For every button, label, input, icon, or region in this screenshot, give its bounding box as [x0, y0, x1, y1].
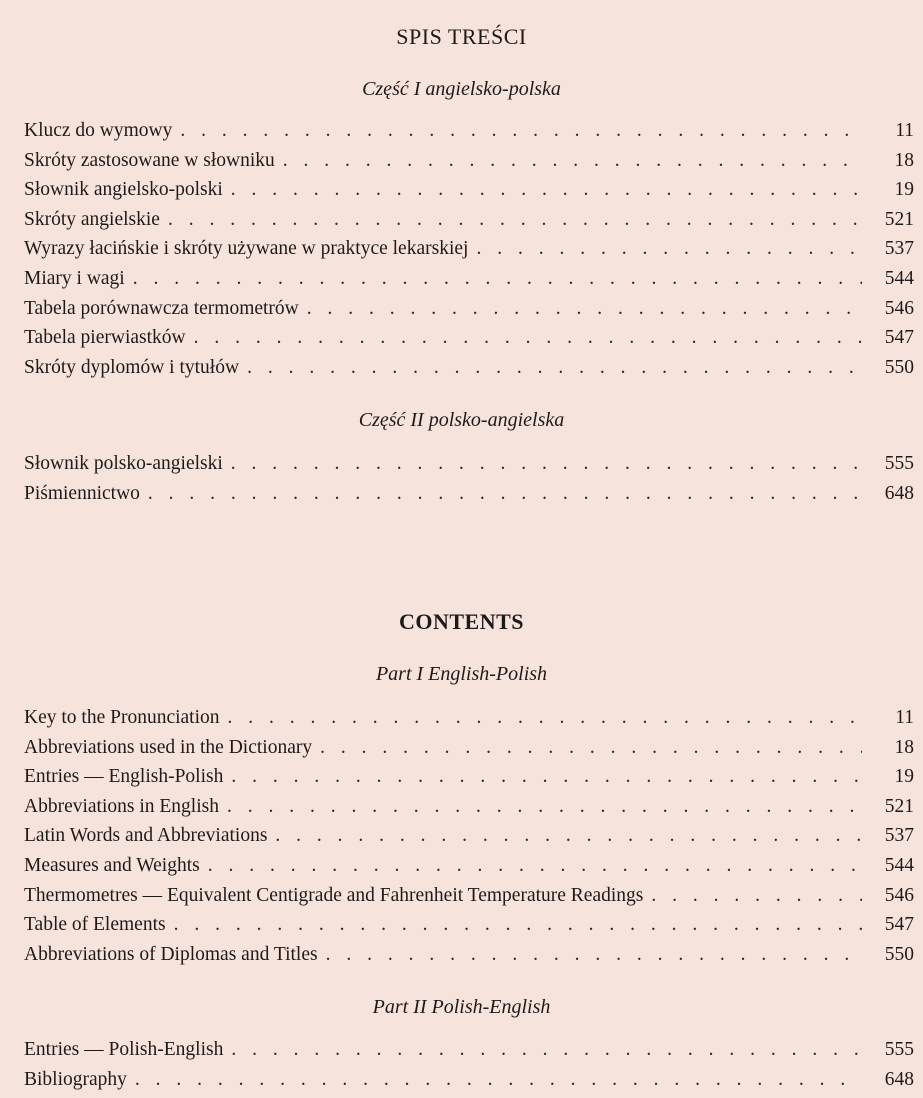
- toc-entry-title: Latin Words and Abbreviations: [24, 825, 268, 847]
- leader-dots: [320, 733, 862, 763]
- toc-entry-title: Skróty angielskie: [24, 208, 160, 230]
- toc-entry-page: 547: [884, 327, 914, 349]
- leader-dots: [148, 479, 862, 509]
- toc-entry-page: 19: [894, 179, 914, 201]
- leader-dots: [231, 1035, 862, 1065]
- toc-entry[interactable]: [24, 940, 914, 970]
- toc-entry-page: 544: [884, 267, 914, 289]
- toc-entry[interactable]: [24, 1035, 914, 1065]
- toc-entry[interactable]: [24, 703, 914, 733]
- toc-entry-title: Skróty zastosowane w słowniku: [24, 149, 275, 171]
- toc-entry-title: Abbreviations used in the Dictionary: [24, 736, 313, 758]
- leader-dots: [168, 205, 862, 235]
- toc-entry[interactable]: [24, 116, 914, 146]
- leader-dots: [231, 449, 862, 479]
- toc-entry-title: Entries — English-Polish: [24, 766, 224, 788]
- toc-entry-title: Table of Elements: [24, 914, 166, 936]
- toc-entry-page: 18: [894, 149, 914, 171]
- toc-entry-page: 555: [884, 1039, 914, 1060]
- english-contents-heading: CONTENTS: [398, 609, 525, 634]
- polish-part2-title: Część II polsko-angielska: [358, 409, 565, 431]
- polish-part1-title: Część I angielsko-polska: [362, 78, 561, 100]
- toc-entry-page: 11: [895, 707, 914, 728]
- leader-dots: [133, 264, 862, 294]
- leader-dots: [180, 116, 862, 146]
- polish-contents-heading: SPIS TREŚCI: [396, 24, 527, 49]
- toc-entry[interactable]: [24, 234, 914, 264]
- toc-entry-page: 546: [884, 297, 914, 319]
- english-part2-title: Part II Polish-English: [372, 996, 551, 1018]
- toc-entry[interactable]: [24, 264, 914, 294]
- toc-entry-title: Słownik angielsko-polski: [24, 179, 223, 201]
- leader-dots: [228, 703, 862, 733]
- toc-entry-title: Abbreviations in English: [24, 795, 219, 817]
- leader-dots: [651, 881, 862, 911]
- toc-entry-page: 648: [884, 1068, 914, 1090]
- toc-entry-page: 537: [884, 825, 914, 847]
- toc-entry-title: Key to the Pronunciation: [24, 707, 220, 728]
- toc-entry-page: 521: [884, 208, 914, 230]
- toc-entry[interactable]: [24, 881, 914, 911]
- leader-dots: [326, 940, 862, 970]
- toc-entry[interactable]: [24, 1065, 914, 1095]
- toc-entry[interactable]: [24, 205, 914, 235]
- leader-dots: [283, 146, 862, 176]
- toc-entry-page: 521: [884, 795, 914, 817]
- toc-entry-page: 555: [884, 453, 914, 474]
- toc-entry-page: 544: [884, 854, 914, 876]
- toc-entry-title: Measures and Weights: [24, 854, 200, 876]
- toc-entry[interactable]: [24, 449, 914, 479]
- toc-entry[interactable]: [24, 294, 914, 324]
- leader-dots: [231, 175, 862, 205]
- toc-entry[interactable]: [24, 910, 914, 940]
- toc-entry-title: Miary i wagi: [24, 267, 125, 289]
- toc-entry-title: Słownik polsko-angielski: [24, 453, 223, 474]
- polish-part1-list: [24, 116, 914, 382]
- toc-entry-page: 537: [884, 238, 914, 260]
- leader-dots: [307, 294, 862, 324]
- leader-dots: [208, 851, 862, 881]
- leader-dots: [247, 353, 862, 383]
- toc-entry-title: Tabela porównawcza termometrów: [24, 297, 299, 319]
- leader-dots: [231, 762, 862, 792]
- english-part1-list: [24, 703, 914, 969]
- toc-entry[interactable]: [24, 792, 914, 822]
- leader-dots: [194, 323, 862, 353]
- toc-entry-page: 550: [884, 356, 914, 378]
- english-part1-title: Part I English-Polish: [375, 663, 548, 685]
- toc-entry-page: 19: [894, 766, 914, 788]
- toc-entry-title: Klucz do wymowy: [24, 120, 173, 141]
- toc-entry[interactable]: [24, 821, 914, 851]
- toc-entry-page: 547: [884, 914, 914, 936]
- toc-entry-title: Bibliography: [24, 1068, 127, 1090]
- toc-entry[interactable]: [24, 323, 914, 353]
- toc-entry-title: Tabela pierwiastków: [24, 327, 186, 349]
- toc-entry-title: Entries — Polish-English: [24, 1039, 224, 1060]
- toc-entry-title: Piśmiennictwo: [24, 482, 140, 504]
- english-part2-list: [24, 1035, 914, 1094]
- toc-entry-page: 11: [895, 120, 914, 141]
- toc-entry-page: 546: [884, 884, 914, 906]
- toc-entry[interactable]: [24, 479, 914, 509]
- toc-entry-title: Thermometres — Equivalent Centigrade and Fahrenheit Temperature Readings: [24, 884, 644, 906]
- toc-entry[interactable]: [24, 733, 914, 763]
- leader-dots: [135, 1065, 862, 1095]
- toc-entry-page: 550: [884, 943, 914, 965]
- toc-entry[interactable]: [24, 762, 914, 792]
- toc-entry-page: 18: [894, 736, 914, 758]
- leader-dots: [227, 792, 862, 822]
- toc-entry[interactable]: [24, 175, 914, 205]
- toc-entry-title: Wyrazy łacińskie i skróty używane w praktyce lekarskiej: [24, 238, 469, 260]
- toc-entry-title: Skróty dyplomów i tytułów: [24, 356, 240, 378]
- leader-dots: [275, 821, 862, 851]
- toc-entry[interactable]: [24, 146, 914, 176]
- toc-entry[interactable]: [24, 353, 914, 383]
- toc-entry-title: Abbreviations of Diplomas and Titles: [24, 943, 318, 965]
- toc-entry-page: 648: [884, 482, 914, 504]
- leader-dots: [476, 234, 862, 264]
- polish-part2-list: [24, 449, 914, 508]
- leader-dots: [174, 910, 862, 940]
- toc-entry[interactable]: [24, 851, 914, 881]
